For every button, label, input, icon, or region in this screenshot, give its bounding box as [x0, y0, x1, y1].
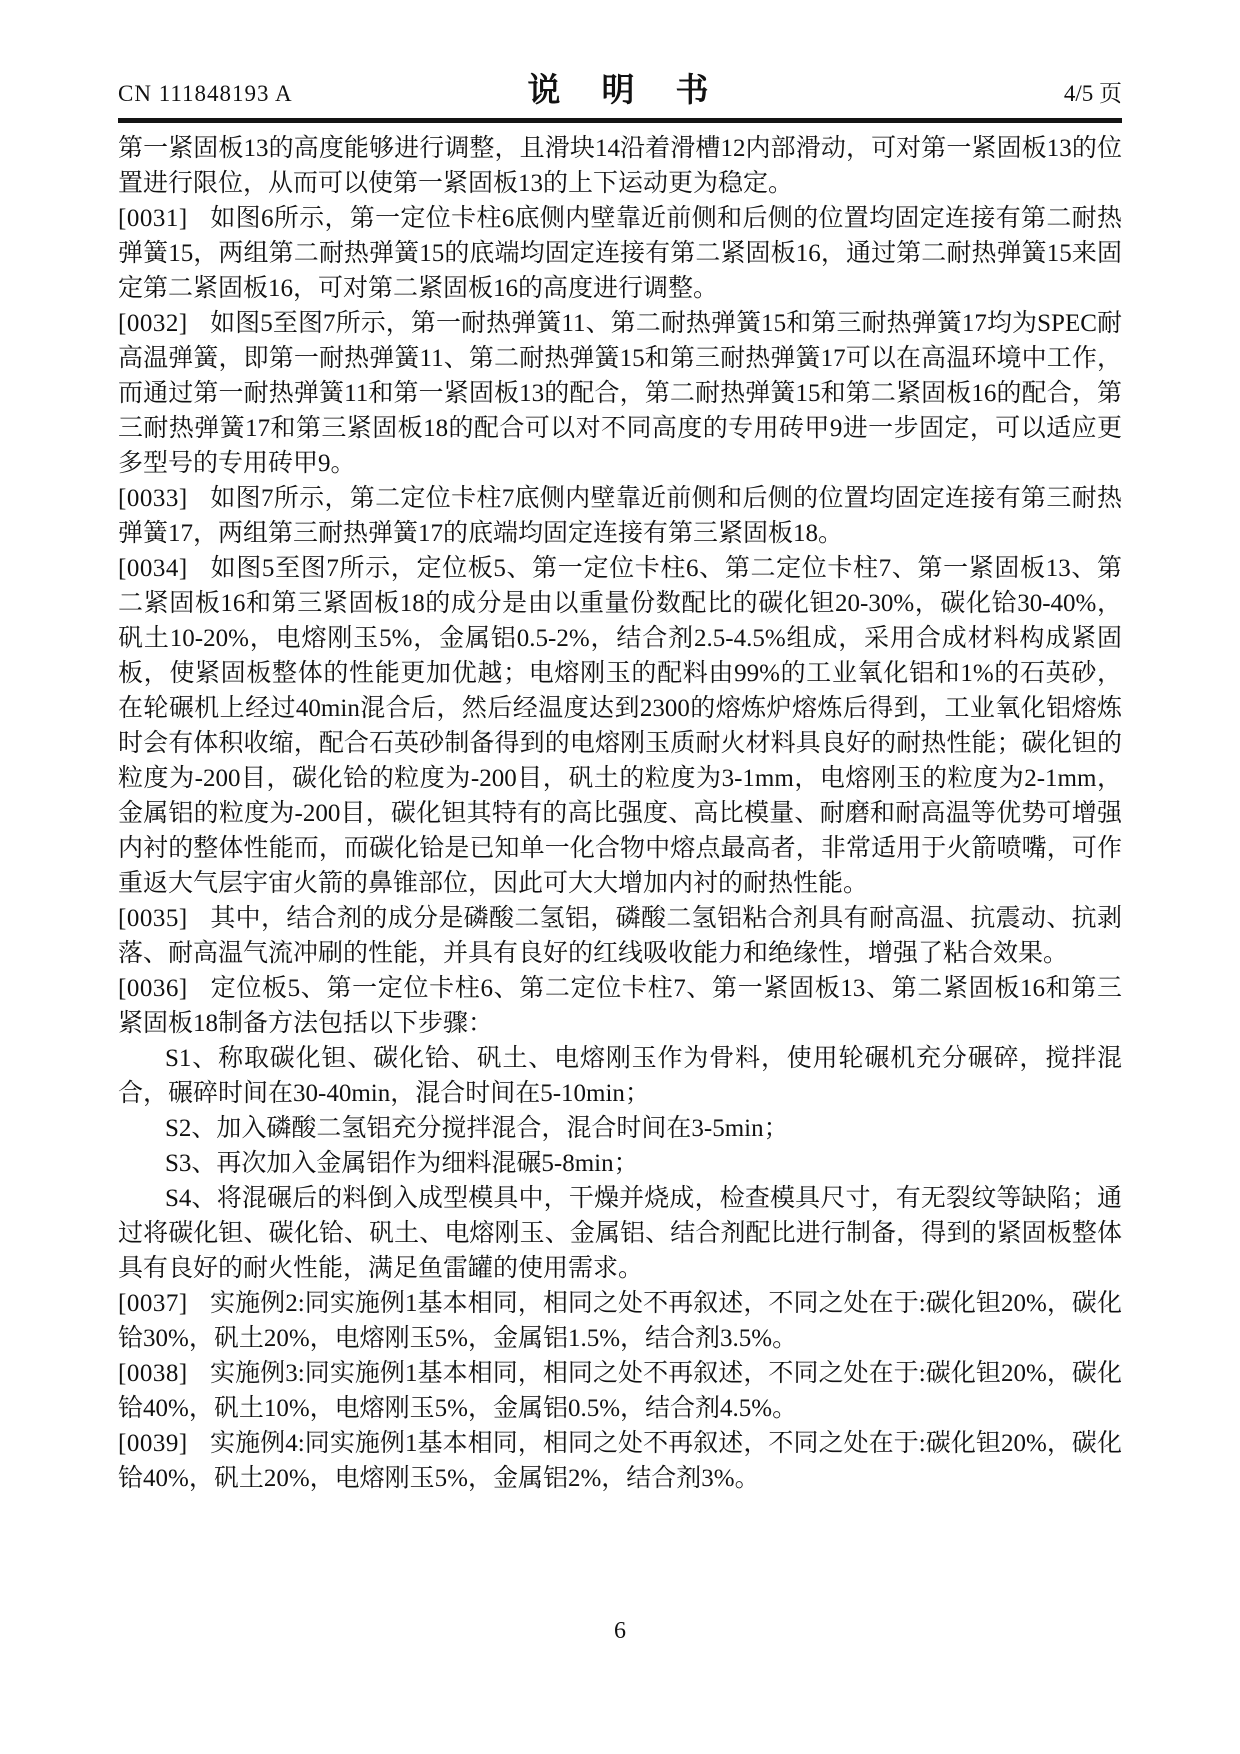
paragraph	[118, 1181, 1122, 1286]
paragraph-text: 第一紧固板13的高度能够进行调整，且滑块14沿着滑槽12内部滑动，可对第一紧固板13的位置进行限位，从而可以使第一紧固板13的上下运动更为稳定。	[118, 135, 1122, 197]
paragraph-text: 如图6所示，第一定位卡柱6底侧内壁靠近前侧和后侧的位置均固定连接有第二耐热弹簧15，两组第二耐热弹簧15的底端均固定连接有第二紧固板16，通过第二耐热弹簧15来固定第二紧固板16，可对第二紧固板16的高度进行调整。	[118, 205, 1122, 302]
document-number: CN 111848193 A	[118, 81, 293, 106]
page-number: 6	[614, 1618, 626, 1644]
paragraph	[118, 971, 1122, 1041]
paragraph	[118, 481, 1122, 551]
paragraph-tag: [0033]	[118, 485, 188, 512]
page-header	[118, 64, 1122, 111]
page-content	[118, 64, 1122, 1496]
paragraph	[118, 131, 1122, 201]
header-divider	[118, 118, 1122, 123]
paragraph-text: 如图5至图7所示，第一耐热弹簧11、第二耐热弹簧15和第三耐热弹簧17均为SPEC耐高温弹簧，即第一耐热弹簧11、第二耐热弹簧15和第三耐热弹簧17可以在高温环境中工作，而通过第一耐热弹簧11和第一紧固板13的配合，第二耐热弹簧15和第二紧固板16的配合，第三耐热弹簧17和第三紧固板18的配合可以对不同高度的专用砖甲9进一步固定，可以适应更多型号的专用砖甲9。	[118, 310, 1122, 477]
paragraph-text: 实施例4:同实施例1基本相同，相同之处不再叙述，不同之处在于:碳化钽20%，碳化铪40%，矾土20%，电熔刚玉5%，金属铝2%，结合剂3%。	[118, 1430, 1122, 1492]
paragraph-tag: [0034]	[118, 555, 188, 582]
paragraph-text: 其中，结合剂的成分是磷酸二氢铝，磷酸二氢铝粘合剂具有耐高温、抗震动、抗剥落、耐高温气流冲刷的性能，并具有良好的红线吸收能力和绝缘性，增强了粘合效果。	[118, 905, 1122, 967]
paragraph-text: S4、将混碾后的料倒入成型模具中，干燥并烧成，检查模具尺寸，有无裂纹等缺陷；通过将碳化钽、碳化铪、矾土、电熔刚玉、金属铝、结合剂配比进行制备，得到的紧固板整体具有良好的耐火性能，满足鱼雷罐的使用需求。	[118, 1185, 1122, 1282]
paragraph-text: 如图7所示，第二定位卡柱7底侧内壁靠近前侧和后侧的位置均固定连接有第三耐热弹簧17，两组第三耐热弹簧17的底端均固定连接有第三紧固板18。	[118, 485, 1122, 547]
paragraph-tag: [0035]	[118, 905, 188, 932]
paragraph	[118, 1426, 1122, 1496]
paragraph-tag: [0031]	[118, 205, 188, 232]
paragraph	[118, 1286, 1122, 1356]
paragraph-text: 实施例3:同实施例1基本相同，相同之处不再叙述，不同之处在于:碳化钽20%，碳化铪40%，矾土10%，电熔刚玉5%，金属铝0.5%，结合剂4.5%。	[118, 1360, 1122, 1422]
paragraph	[118, 1111, 1122, 1146]
paragraph-tag: [0038]	[118, 1360, 188, 1387]
paragraph-tag: [0037]	[118, 1290, 188, 1317]
paragraph-text: S3、再次加入金属铝作为细料混碾5-8min；	[165, 1150, 639, 1177]
paragraph-tag: [0032]	[118, 310, 188, 337]
paragraph	[118, 901, 1122, 971]
paragraph	[118, 1041, 1122, 1111]
document-body	[118, 131, 1122, 1496]
paragraph	[118, 1146, 1122, 1181]
paragraph-tag: [0039]	[118, 1430, 188, 1457]
paragraph-text: S2、加入磷酸二氢铝充分搅拌混合，混合时间在3-5min；	[165, 1115, 789, 1142]
page-indicator: 4/5 页	[1063, 81, 1122, 106]
paragraph	[118, 551, 1122, 901]
document-title: 说 明 书	[527, 73, 713, 109]
paragraph-text: 实施例2:同实施例1基本相同，相同之处不再叙述，不同之处在于:碳化钽20%，碳化铪30%，矾土20%，电熔刚玉5%，金属铝1.5%，结合剂3.5%。	[118, 1290, 1122, 1352]
paragraph-text: 如图5至图7所示，定位板5、第一定位卡柱6、第二定位卡柱7、第一紧固板13、第二紧固板16和第三紧固板18的成分是由以重量份数配比的碳化钽20-30%，碳化铪30-40%，矾土10-20%，电熔刚玉5%，金属铝0.5-2%，结合剂2.5-4.5%组成，采用合成材料构成紧固板，使紧固板整体的性能更加优越；电熔刚玉的配料由99%的工业氧化铝和1%的石英砂，在轮碾机上经过40min混合后，然后经温度达到2300的熔炼炉熔炼后得到，工业氧化铝熔炼时会有体积收缩，配合石英砂制备得到的电熔刚玉质耐火材料具良好的耐热性能；碳化钽的粒度为-200目，碳化铪的粒度为-200目，矾土的粒度为3-1mm，电熔刚玉的粒度为2-1mm，金属铝的粒度为-200目，碳化钽其特有的高比强度、高比模量、耐磨和耐高温等优势可增强内衬的整体性能而，而碳化铪是已知单一化合物中熔点最高者，非常适用于火箭喷嘴，可作重返大气层宇宙火箭的鼻锥部位，因此可大大增加内衬的耐热性能。	[118, 555, 1122, 897]
paragraph-text: S1、称取碳化钽、碳化铪、矾土、电熔刚玉作为骨料，使用轮碾机充分碾碎，搅拌混合，碾碎时间在30-40min，混合时间在5-10min；	[118, 1045, 1122, 1107]
paragraph-text: 定位板5、第一定位卡柱6、第二定位卡柱7、第一紧固板13、第二紧固板16和第三紧固板18制备方法包括以下步骤：	[118, 975, 1122, 1037]
page-footer	[0, 1618, 1240, 1645]
paragraph-tag: [0036]	[118, 975, 188, 1002]
paragraph	[118, 1356, 1122, 1426]
paragraph	[118, 201, 1122, 306]
paragraph	[118, 306, 1122, 481]
